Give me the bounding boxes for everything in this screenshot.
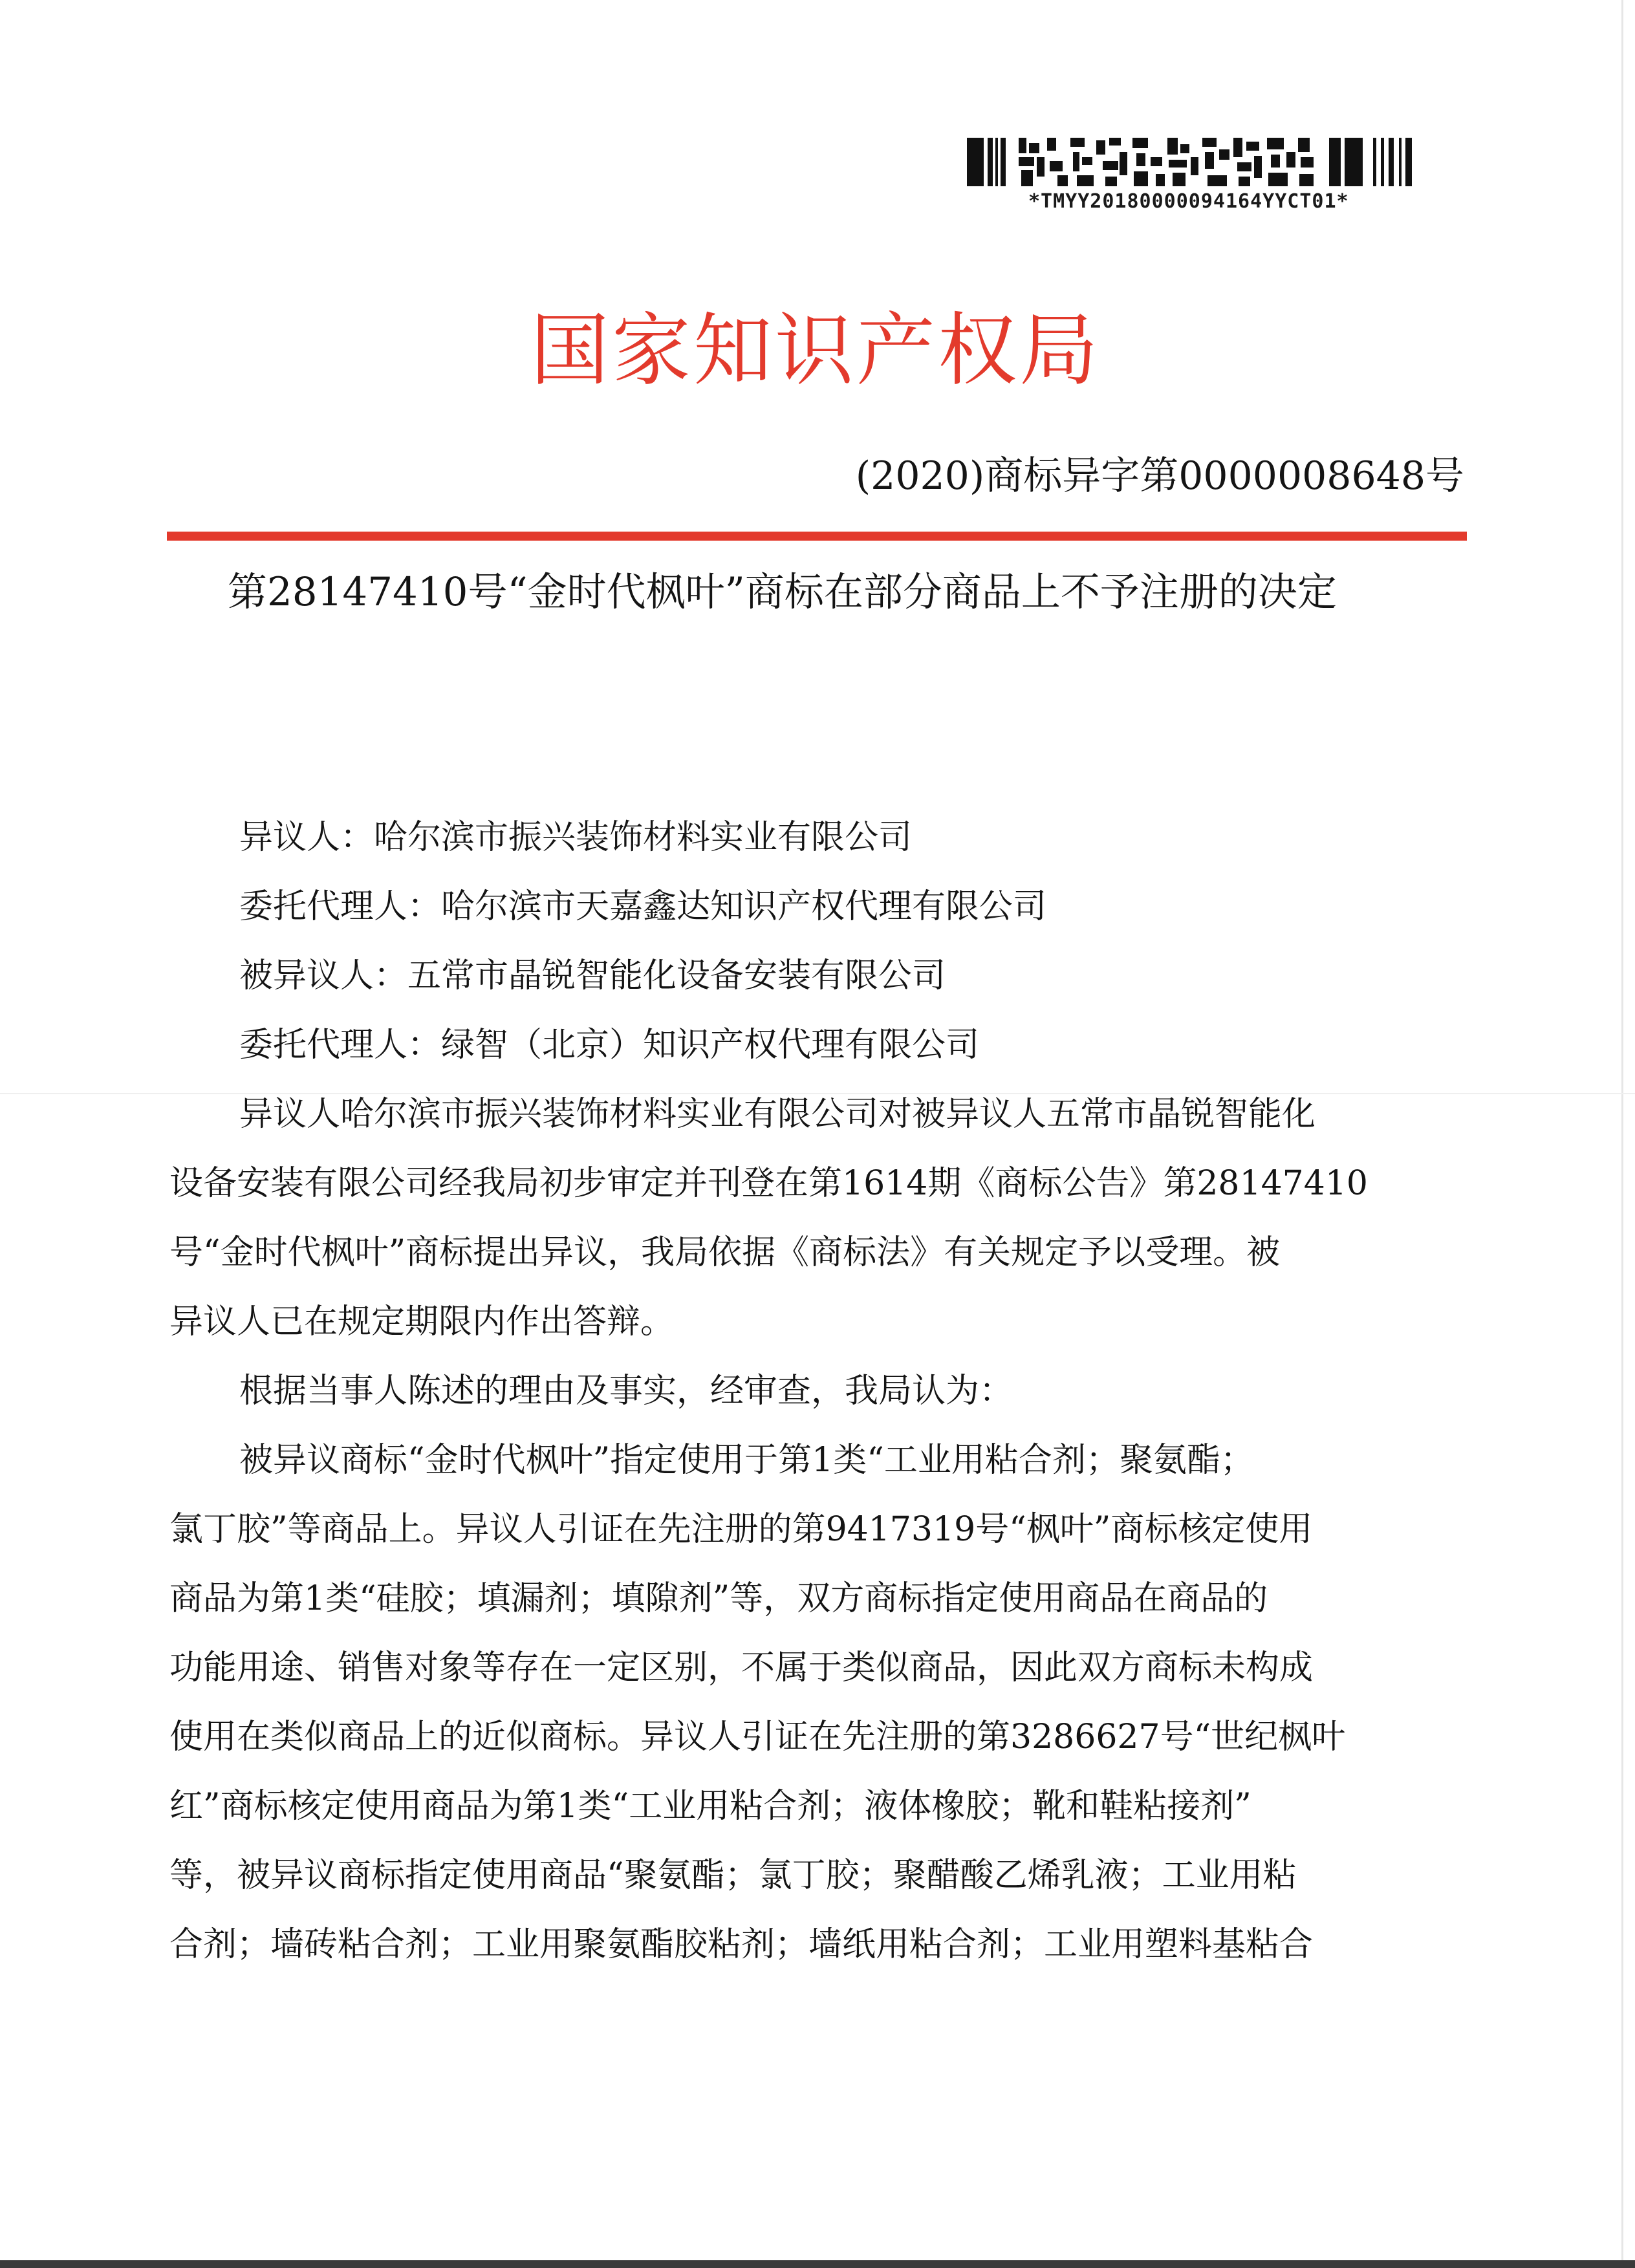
paragraph-3-line: 等，被异议商标指定使用商品“聚氨酯；氯丁胶；聚醋酸乙烯乳液；工业用粘 xyxy=(169,1856,1297,1895)
paragraph-1-line: 设备安装有限公司经我局初步审定并刊登在第1614期《商标公告》第28147410 xyxy=(169,1164,1369,1203)
paragraph-2-line: 根据当事人陈述的理由及事实，经审查，我局认为： xyxy=(239,1372,1013,1410)
paragraph-3-line: 合剂；墙砖粘合剂；工业用聚氨酯胶粘剂；墙纸用粘合剂；工业用塑料基粘合 xyxy=(169,1925,1314,1964)
party-opponent: 异议人：哈尔滨市振兴装饰材料实业有限公司 xyxy=(239,818,913,857)
paragraph-3-line: 商品为第1类“硅胶；填漏剂；填隙剂”等，双方商标指定使用商品在商品的 xyxy=(169,1579,1268,1618)
barcode-graphic xyxy=(967,138,1420,186)
paragraph-3-line: 功能用途、销售对象等存在一定区别，不属于类似商品，因此双方商标未构成 xyxy=(169,1648,1314,1687)
paragraph-1-line: 异议人哈尔滨市振兴装饰材料实业有限公司对被异议人五常市晶锐智能化 xyxy=(239,1095,1316,1134)
party-opponent-agent: 委托代理人：哈尔滨市天嘉鑫达知识产权代理有限公司 xyxy=(239,887,1047,926)
paragraph-3-line: 氯丁胶”等商品上。异议人引证在先注册的第9417319号“枫叶”商标核定使用 xyxy=(169,1510,1313,1549)
paragraph-3-line: 使用在类似商品上的近似商标。异议人引证在先注册的第3286627号“世纪枫叶 xyxy=(169,1718,1346,1756)
agency-title: 国家知识产权局 xyxy=(530,305,1101,396)
document-body xyxy=(169,803,1456,1980)
scan-bottom-edge xyxy=(0,2260,1635,2268)
paragraph-3-line: 被异议商标“金时代枫叶”指定使用于第1类“工业用粘合剂；聚氨酯； xyxy=(239,1441,1254,1480)
document-number: (2020)商标异字第0000008648号 xyxy=(855,453,1464,499)
party-respondent: 被异议人：五常市晶锐智能化设备安装有限公司 xyxy=(239,956,946,995)
barcode-code: *TMYY20180000094164YYCT01* xyxy=(1028,190,1349,213)
party-respondent-agent: 委托代理人：绿智（北京）知识产权代理有限公司 xyxy=(239,1026,980,1064)
decision-title: 第28147410号“金时代枫叶”商标在部分商品上不予注册的决定 xyxy=(228,569,1337,615)
page-edge xyxy=(1621,0,1623,2268)
red-divider xyxy=(167,532,1467,541)
paragraph-1-line: 号“金时代枫叶”商标提出异议，我局依据《商标法》有关规定予以受理。被 xyxy=(169,1233,1281,1272)
paragraph-3-line: 红”商标核定使用商品为第1类“工业用粘合剂；液体橡胶；靴和鞋粘接剂” xyxy=(169,1787,1251,1826)
paragraph-1-line: 异议人已在规定期限内作出答辩。 xyxy=(169,1302,675,1341)
